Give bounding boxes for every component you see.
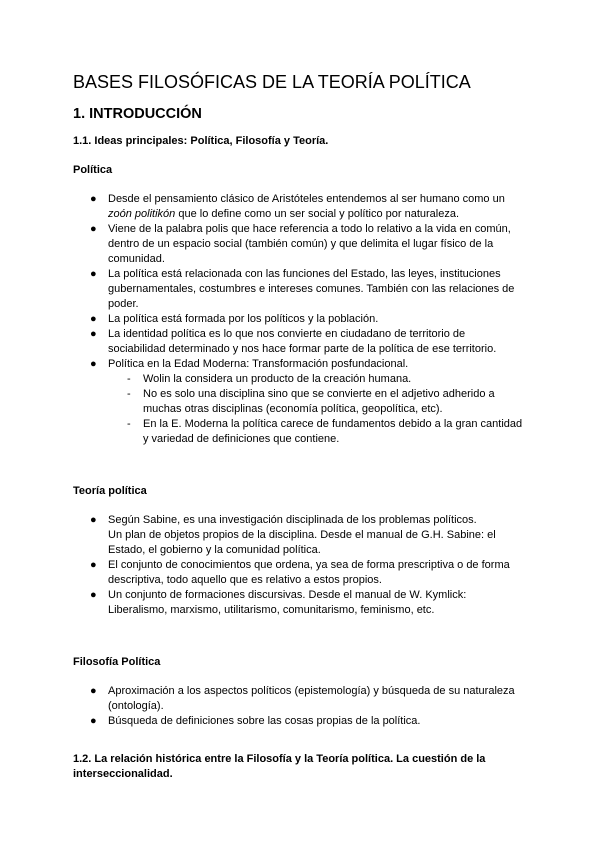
list-item-line: Estado, el gobierno y la comunidad política. <box>108 544 321 556</box>
list-item-line: (ontología). <box>108 700 164 712</box>
list-item-line: La identidad política es lo que nos convierte en ciudadano de territorio de <box>108 328 466 340</box>
list-item <box>73 714 533 729</box>
list-item-line: Wolin la considera un producto de la creación humana. <box>143 373 412 385</box>
list-item-line: La política está relacionada con las funciones del Estado, las leyes, instituciones <box>108 268 501 280</box>
bullet-icon: ● <box>90 715 97 727</box>
list-item <box>73 372 533 387</box>
bullet-icon: ● <box>90 358 97 370</box>
filosofia-list <box>73 684 533 729</box>
list-item-line: sociabilidad determinado y nos hace formar parte de la política de ese territorio. <box>108 343 497 355</box>
list-item-line: Viene de la palabra polis que hace referencia a todo lo relativo a la vida en común, <box>108 223 511 235</box>
list-item <box>73 588 533 618</box>
italic-term: zoón politikón <box>108 208 176 220</box>
politica-list <box>73 192 533 447</box>
list-item <box>73 222 533 267</box>
list-item-line: Política en la Edad Moderna: Transformación posfundacional. <box>108 358 409 370</box>
list-item-line: gubernamentales, costumbres e intereses comunes. También con las relaciones de <box>108 283 515 295</box>
list-item <box>73 387 533 417</box>
bullet-icon: ● <box>90 268 97 280</box>
section-heading: 1. INTRODUCCIÓN <box>73 106 202 122</box>
list-item-line: Búsqueda de definiciones sobre las cosas propias de la política. <box>108 715 421 727</box>
dash-icon: - <box>127 373 131 385</box>
bullet-icon: ● <box>90 685 97 697</box>
dash-icon: - <box>127 388 131 400</box>
bullet-icon: ● <box>90 328 97 340</box>
list-item-line <box>108 207 533 222</box>
list-item-line: Según Sabine, es una investigación disciplinada de los problemas políticos. <box>108 514 477 526</box>
list-item-line: Un conjunto de formaciones discursivas. Desde el manual de W. Kymlick: <box>108 589 467 601</box>
subsection-heading: 1.1. Ideas principales: Política, Filosofía y Teoría. <box>73 135 329 147</box>
heading-line: 1.2. La relación histórica entre la Filosofía y la Teoría política. La cuestión de la <box>73 753 486 765</box>
list-item <box>73 417 533 447</box>
list-item-line: El conjunto de conocimientos que ordena, ya sea de forma prescriptiva o de forma <box>108 559 510 571</box>
list-item-line: La política está formada por los políticos y la población. <box>108 313 379 325</box>
topic-heading-politica: Política <box>73 164 113 176</box>
list-item-line: Liberalismo, marxismo, utilitarismo, comunitarismo, feminismo, etc. <box>108 604 435 616</box>
list-item-line: comunidad. <box>108 253 165 265</box>
bullet-icon: ● <box>90 193 97 205</box>
document-page <box>73 70 533 782</box>
bullet-icon: ● <box>90 589 97 601</box>
list-item-line: y variedad de definiciones que contiene. <box>143 433 340 445</box>
bullet-icon: ● <box>90 514 97 526</box>
list-item-line: dentro de un espacio social (también común) y que delimita el lugar físico de la <box>108 238 494 250</box>
politica-sublist <box>73 372 533 447</box>
list-item <box>73 267 533 312</box>
bullet-icon: ● <box>90 313 97 325</box>
list-item <box>73 513 533 558</box>
list-item-text: que lo define como un ser social y político por naturaleza. <box>178 208 460 220</box>
list-item <box>73 312 533 327</box>
subsection-heading-1-2 <box>73 752 533 782</box>
teoria-list <box>73 513 533 618</box>
topic-heading-teoria: Teoría política <box>73 485 147 497</box>
list-item-line: En la E. Moderna la política carece de fundamentos debido a la gran cantidad <box>143 418 523 430</box>
list-item <box>73 558 533 588</box>
bullet-icon: ● <box>90 559 97 571</box>
list-item-line: poder. <box>108 298 139 310</box>
list-item <box>73 192 533 222</box>
list-item-line: Un plan de objetos propios de la disciplina. Desde el manual de G.H. Sabine: el <box>108 529 496 541</box>
list-item <box>73 327 533 357</box>
list-item-line: Desde el pensamiento clásico de Aristóteles entendemos al ser humano como un <box>108 193 505 205</box>
heading-line: interseccionalidad. <box>73 768 173 780</box>
document-title: BASES FILOSÓFICAS DE LA TEORÍA POLÍTICA <box>73 72 471 92</box>
list-item-line: descriptiva, todo aquello que es relativo a estos propios. <box>108 574 382 586</box>
list-item <box>73 357 533 372</box>
list-item <box>73 684 533 714</box>
list-item-line: Aproximación a los aspectos políticos (epistemología) y búsqueda de su naturaleza <box>108 685 515 697</box>
dash-icon: - <box>127 418 131 430</box>
topic-heading-filosofia: Filosofía Política <box>73 656 161 668</box>
list-item-line: muchas otras disciplinas (economía política, geopolítica, etc). <box>143 403 443 415</box>
bullet-icon: ● <box>90 223 97 235</box>
list-item-line: No es solo una disciplina sino que se convierte en el adjetivo adherido a <box>143 388 495 400</box>
